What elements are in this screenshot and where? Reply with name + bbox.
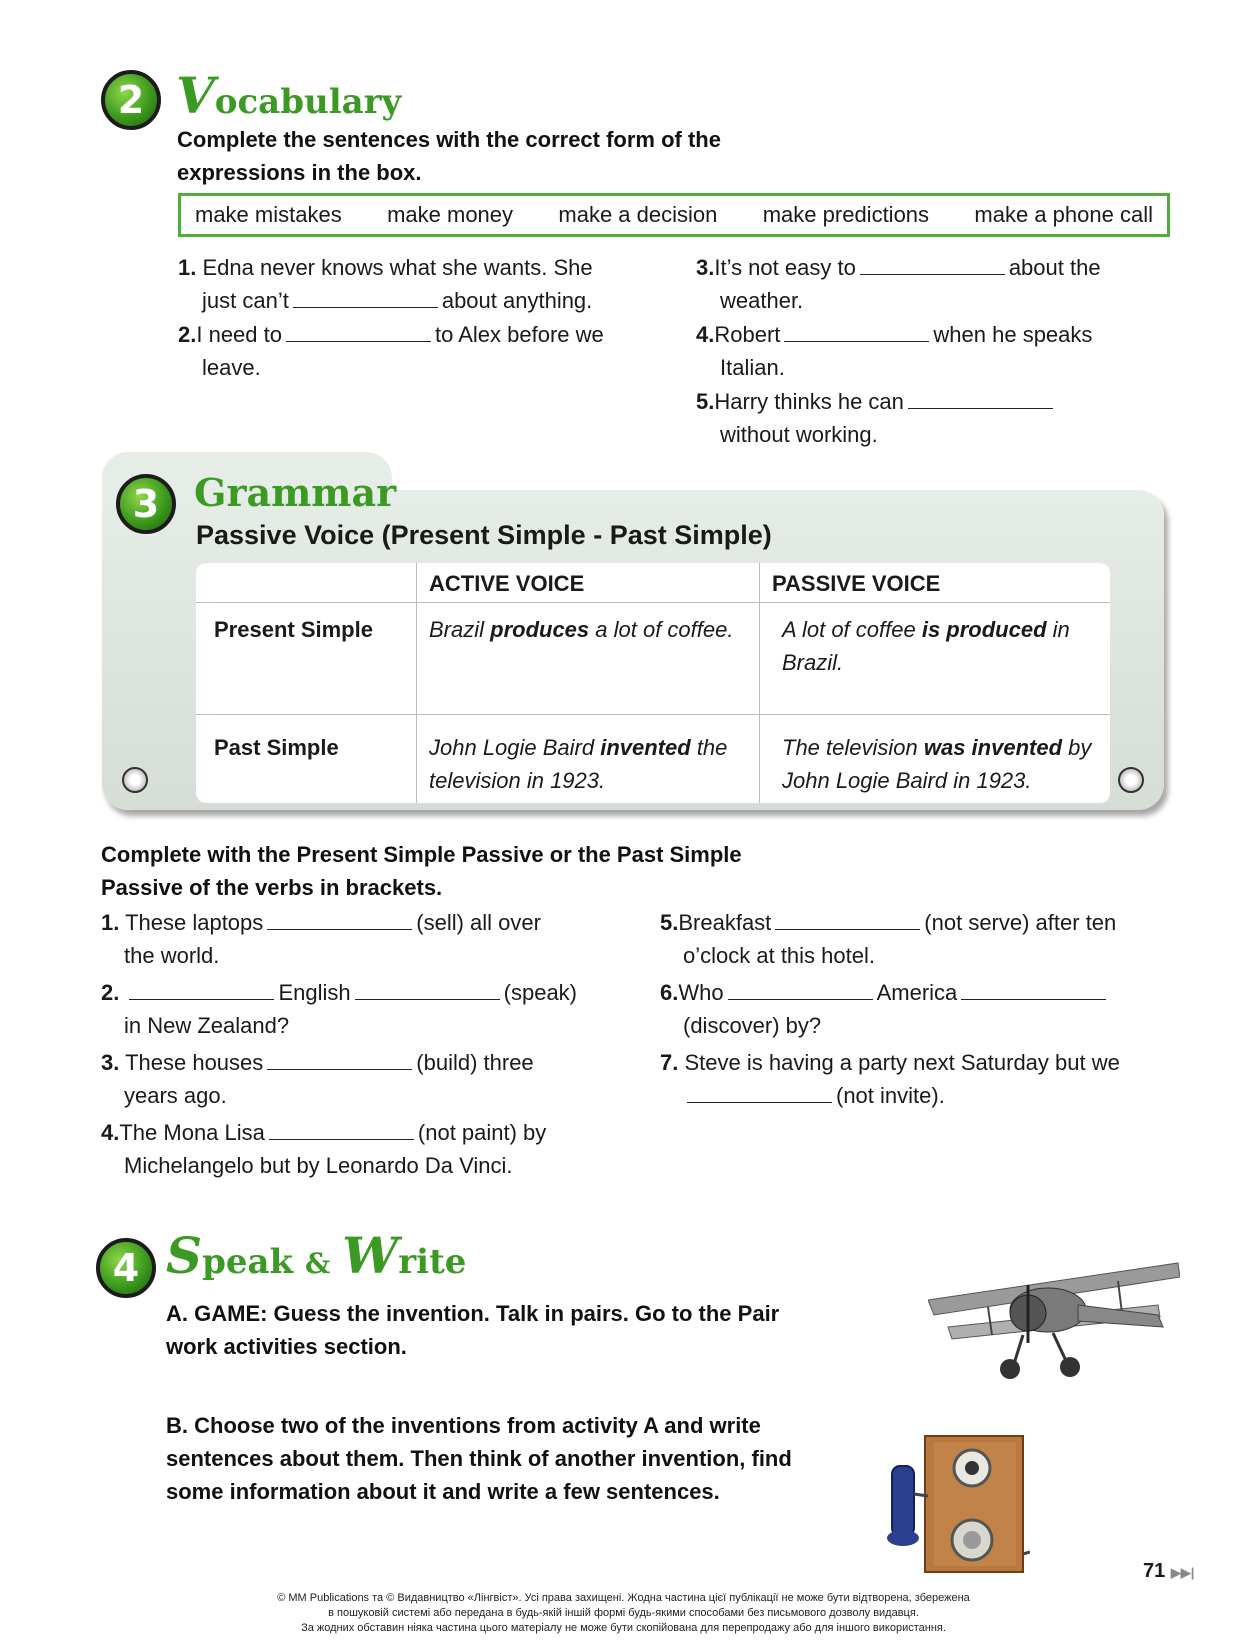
header-passive-voice: PASSIVE VOICE — [760, 563, 1111, 603]
speak-write-title — [166, 1226, 466, 1285]
section-number-2: 2 — [101, 70, 161, 130]
item-text: years ago. — [124, 1083, 227, 1108]
item-text: just can’t — [202, 288, 289, 313]
answer-blank[interactable] — [355, 981, 500, 1000]
item-number: 2. — [178, 322, 197, 347]
item-text: weather. — [720, 288, 804, 313]
grammar-subtitle: Passive Voice (Present Simple - Past Simple) — [196, 520, 772, 550]
item-number: 5. — [660, 910, 679, 935]
passive-item-3 — [101, 1046, 631, 1112]
answer-blank[interactable] — [267, 911, 412, 930]
instruction-line: work activities section. — [166, 1334, 407, 1359]
header-active-voice: ACTIVE VOICE — [417, 563, 760, 603]
text: John Logie Baird — [429, 735, 601, 760]
item-text: in New Zealand? — [124, 1013, 290, 1038]
text: in Brazil. — [782, 617, 1070, 675]
answer-blank[interactable] — [129, 981, 274, 1000]
title-initial: V — [176, 66, 215, 125]
text: the television in 1923. — [429, 735, 728, 793]
answer-blank[interactable] — [286, 323, 431, 342]
item-number: 6. — [660, 980, 679, 1005]
section-number-4: 4 — [96, 1238, 156, 1298]
table-row — [196, 715, 1110, 804]
item-text: The Mona Lisa — [119, 1120, 265, 1145]
screw-icon — [1118, 767, 1144, 793]
verb-highlight: was invented — [923, 735, 1063, 760]
antique-telephone-image — [880, 1434, 1030, 1574]
item-text: English — [278, 980, 351, 1005]
row-label: Past Simple — [214, 735, 339, 760]
item-text: without working. — [720, 422, 878, 447]
item-text: America — [876, 980, 958, 1005]
passive-instruction — [101, 838, 742, 904]
item-text: about anything. — [441, 288, 593, 313]
instruction-line: some information about it and write a few sentences. — [166, 1479, 720, 1504]
item-text: These laptops — [125, 910, 264, 935]
title-initial: S — [166, 1226, 203, 1285]
answer-blank[interactable] — [784, 323, 929, 342]
next-arrows-icon: ▶▶| — [1170, 1565, 1195, 1580]
passive-example — [760, 603, 1111, 715]
copyright-footer — [0, 1591, 1247, 1636]
answer-blank[interactable] — [293, 289, 438, 308]
text: The television — [782, 735, 924, 760]
item-text: Robert — [714, 322, 781, 347]
answer-blank[interactable] — [687, 1084, 832, 1103]
text: Brazil — [429, 617, 491, 642]
verb-highlight: produces — [490, 617, 590, 642]
answer-blank[interactable] — [961, 981, 1106, 1000]
item-text: These houses — [125, 1050, 264, 1075]
item-number: 3. — [696, 255, 715, 280]
item-text: Italian. — [720, 355, 785, 380]
answer-blank[interactable] — [267, 1051, 412, 1070]
title-rest: peak — [202, 1242, 294, 1282]
instruction-line: Complete the sentences with the correct form of the — [177, 127, 721, 152]
item-text: about the — [1008, 255, 1101, 280]
vocab-item-4 — [696, 318, 1166, 384]
title-rest: rite — [398, 1242, 467, 1282]
footer-line: © MM Publications та © Видавництво «Лінгвіст». Усі права захищені. Жодна частина цієї публікації не може бути відтворена, збережена — [277, 1592, 970, 1604]
vocab-item-5 — [696, 385, 1166, 451]
item-text: o’clock at this hotel. — [683, 943, 875, 968]
footer-line: в пошуковій системі або передана в будь-якій іншій формі будь-якими способами без письмового дозволу видавця. — [328, 1607, 919, 1619]
page-number — [1143, 1560, 1194, 1583]
passive-example — [760, 715, 1111, 804]
text: a lot of coffee. — [589, 617, 734, 642]
item-text: Breakfast — [678, 910, 772, 935]
instruction-line: A. GAME: Guess the invention. Talk in pairs. Go to the Pair — [166, 1301, 780, 1326]
item-text: It’s not easy to — [714, 255, 856, 280]
expression: make a decision — [558, 202, 718, 227]
passive-item-6 — [660, 976, 1180, 1042]
item-text: when he speaks — [933, 322, 1093, 347]
item-number: 1. — [178, 255, 197, 280]
item-text: to Alex before we — [435, 322, 604, 347]
passive-voice-table — [196, 563, 1110, 803]
vocab-item-3 — [696, 251, 1166, 317]
instruction-line: expressions in the box. — [177, 160, 422, 185]
active-example — [417, 715, 760, 804]
passive-item-1 — [101, 906, 631, 972]
write-activity-b — [166, 1409, 792, 1508]
item-number: 4. — [101, 1120, 120, 1145]
instruction-line: B. Choose two of the inventions from activity A and write — [166, 1413, 761, 1438]
text: by John Logie Baird in 1923. — [782, 735, 1092, 793]
page-number-text: 71 — [1143, 1560, 1166, 1582]
grammar-title: Grammar — [194, 470, 397, 515]
item-text: Michelangelo but by Leonardo Da Vinci. — [124, 1153, 513, 1178]
header-cell — [196, 563, 417, 603]
expression: make money — [387, 202, 514, 227]
title-initial: W — [342, 1226, 399, 1285]
screw-icon — [122, 767, 148, 793]
title-rest: ocabulary — [214, 82, 402, 122]
expression: make mistakes — [195, 202, 342, 227]
speak-activity-a — [166, 1297, 779, 1363]
item-number: 2. — [101, 980, 120, 1005]
passive-item-5 — [660, 906, 1180, 972]
item-text: Harry thinks he can — [714, 389, 904, 414]
item-number: 7. — [660, 1050, 679, 1075]
passive-item-7 — [660, 1046, 1180, 1112]
item-text: (not paint) by — [417, 1120, 547, 1145]
ampersand: & — [304, 1247, 331, 1280]
instruction-line: sentences about them. Then think of another invention, find — [166, 1446, 792, 1471]
vocabulary-title — [176, 66, 401, 125]
instruction-line: Complete with the Present Simple Passive or the Past Simple — [101, 842, 742, 867]
vocab-instruction — [177, 123, 721, 189]
expression: make a phone call — [974, 202, 1153, 227]
passive-item-2 — [101, 976, 631, 1042]
item-text: I need to — [196, 322, 282, 347]
item-text: (not serve) after ten — [924, 910, 1117, 935]
answer-blank[interactable] — [269, 1121, 414, 1140]
expression: make predictions — [762, 202, 930, 227]
answer-blank[interactable] — [908, 390, 1053, 409]
active-example — [417, 603, 760, 715]
item-text: Steve is having a party next Saturday but we — [684, 1050, 1120, 1075]
biplane-image — [928, 1255, 1180, 1385]
expressions-box — [178, 193, 1170, 237]
item-text: Who — [678, 980, 724, 1005]
row-label: Present Simple — [196, 603, 417, 715]
item-number: 1. — [101, 910, 120, 935]
item-number: 4. — [696, 322, 715, 347]
item-number: 3. — [101, 1050, 120, 1075]
item-text: (speak) — [503, 980, 577, 1005]
item-text: leave. — [202, 355, 261, 380]
table-row — [196, 603, 1110, 715]
verb-highlight: is produced — [921, 617, 1047, 642]
item-number: 5. — [696, 389, 715, 414]
item-text: (discover) by? — [683, 1013, 822, 1038]
item-text: (sell) all over — [416, 910, 541, 935]
vocab-item-2 — [178, 318, 658, 384]
footer-line: За жодних обставин ніяка частина цього матеріалу не може бути скопійована для перепродажу або для іншого використання. — [301, 1622, 946, 1634]
instruction-line: Passive of the verbs in brackets. — [101, 875, 443, 900]
item-text: the world. — [124, 943, 220, 968]
item-text: Edna never knows what she wants. She — [202, 255, 593, 280]
item-text: (not invite). — [836, 1083, 945, 1108]
passive-item-4 — [101, 1116, 631, 1182]
answer-blank[interactable] — [775, 911, 920, 930]
answer-blank[interactable] — [860, 256, 1005, 275]
item-text: (build) three — [416, 1050, 534, 1075]
text: A lot of coffee — [782, 617, 922, 642]
answer-blank[interactable] — [728, 981, 873, 1000]
vocab-item-1 — [178, 251, 658, 317]
verb-highlight: invented — [600, 735, 691, 760]
section-number-3: 3 — [116, 474, 176, 534]
table-header-row — [196, 563, 1110, 603]
